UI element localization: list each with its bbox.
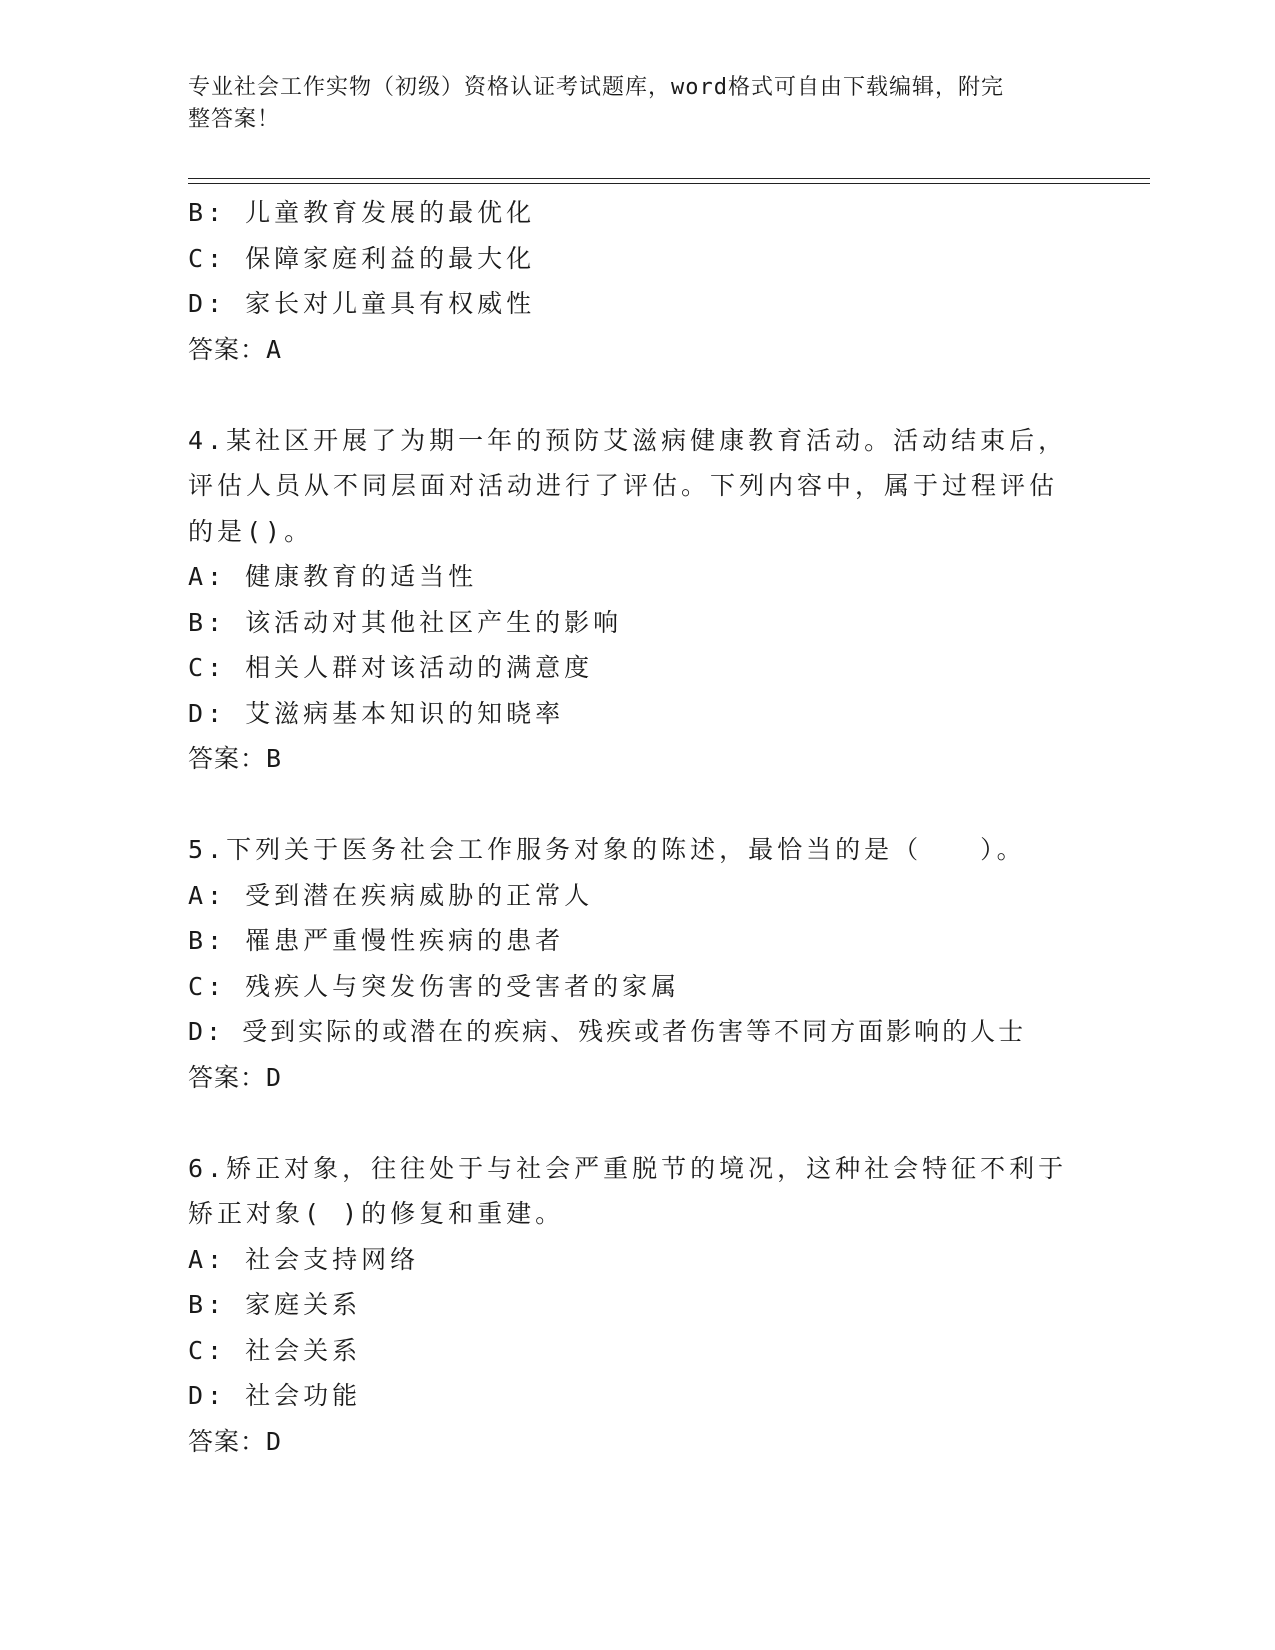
- answer-value: D: [266, 1426, 283, 1456]
- option-d: [188, 281, 1068, 327]
- answer-label: 答案：: [188, 1062, 267, 1092]
- option-label: C:: [188, 971, 227, 1001]
- question-stem-line: 评估人员从不同层面对活动进行了评估。下列内容中，属于过程评估: [188, 471, 1059, 500]
- option-text: 家长对儿童具有权威性: [245, 289, 536, 318]
- answer-line: [188, 736, 1068, 782]
- option-c: [188, 964, 1068, 1010]
- option-label: D:: [188, 1381, 227, 1410]
- option-label: B:: [188, 607, 227, 637]
- option-label: D:: [188, 1017, 225, 1046]
- option-d: [188, 1373, 1068, 1419]
- option-text: 该活动对其他社区产生的影响: [245, 607, 623, 637]
- option-label: A:: [188, 1244, 227, 1274]
- question-3-tail: [188, 190, 1068, 372]
- answer-line: [188, 327, 1068, 373]
- answer-label: 答案：: [188, 334, 267, 364]
- question-6: [188, 1146, 1068, 1465]
- option-d: [188, 1009, 1068, 1055]
- option-text: 受到潜在疾病威胁的正常人: [245, 880, 594, 910]
- question-list: [188, 190, 1068, 1464]
- question-4: [188, 418, 1068, 782]
- header-divider-bottom: [188, 183, 1150, 184]
- question-stem-line: 矫正对象( )的修复和重建。: [188, 1199, 565, 1228]
- option-label: B:: [188, 926, 227, 955]
- option-a: [188, 1237, 1068, 1283]
- option-label: B:: [188, 198, 227, 227]
- option-label: A:: [188, 880, 227, 910]
- question-stem-line: 的是()。: [188, 516, 314, 546]
- option-label: C:: [188, 1335, 227, 1365]
- answer-line: [188, 1419, 1068, 1465]
- answer-label: 答案：: [188, 1426, 267, 1456]
- answer-line: [188, 1055, 1068, 1101]
- option-b: [188, 1282, 1068, 1328]
- option-d: [188, 691, 1068, 737]
- answer-value: A: [266, 334, 283, 364]
- option-label: A:: [188, 562, 227, 591]
- option-text: 社会关系: [245, 1335, 362, 1365]
- header-divider-top: [188, 178, 1150, 179]
- option-a: [188, 873, 1068, 919]
- option-text: 家庭关系: [245, 1290, 362, 1319]
- question-5: [188, 827, 1068, 1100]
- option-label: D:: [188, 698, 227, 728]
- question-stem-line: 4.某社区开展了为期一年的预防艾滋病健康教育活动。活动结束后，: [188, 425, 1068, 455]
- option-text: 相关人群对该活动的满意度: [245, 653, 594, 682]
- question-stem-line: 6.矫正对象，往往处于与社会严重脱节的境况，这种社会特征不利于: [188, 1153, 1068, 1183]
- option-c: [188, 1328, 1068, 1374]
- option-c: [188, 645, 1068, 691]
- option-label: D:: [188, 289, 227, 318]
- option-label: C:: [188, 243, 227, 273]
- option-text: 社会支持网络: [245, 1244, 420, 1274]
- option-text: 健康教育的适当性: [245, 562, 478, 591]
- option-c: [188, 236, 1068, 282]
- option-text: 受到实际的或潜在的疾病、残疾或者伤害等不同方面影响的人士: [242, 1017, 1027, 1046]
- answer-value: B: [266, 744, 283, 773]
- option-text: 艾滋病基本知识的知晓率: [245, 698, 565, 728]
- option-text: 儿童教育发展的最优化: [245, 198, 536, 227]
- option-text: 社会功能: [245, 1381, 362, 1410]
- option-text: 保障家庭利益的最大化: [245, 243, 536, 273]
- option-a: [188, 554, 1068, 600]
- answer-label: 答案：: [188, 744, 267, 773]
- option-label: B:: [188, 1290, 227, 1319]
- option-text: 残疾人与突发伤害的受害者的家属: [245, 971, 681, 1001]
- option-b: [188, 600, 1068, 646]
- option-b: [188, 918, 1068, 964]
- option-text: 罹患严重慢性疾病的患者: [245, 926, 565, 955]
- answer-value: D: [266, 1062, 283, 1092]
- question-stem-line: 5.下列关于医务社会工作服务对象的陈述，最恰当的是（ ）。: [188, 835, 1026, 864]
- document-header: [188, 72, 1068, 136]
- header-line-1: 专业社会工作实物（初级）资格认证考试题库，word格式可自由下载编辑，附完: [188, 75, 1004, 100]
- option-label: C:: [188, 653, 227, 682]
- option-b: [188, 190, 1068, 236]
- header-line-2: 整答案！: [188, 107, 281, 132]
